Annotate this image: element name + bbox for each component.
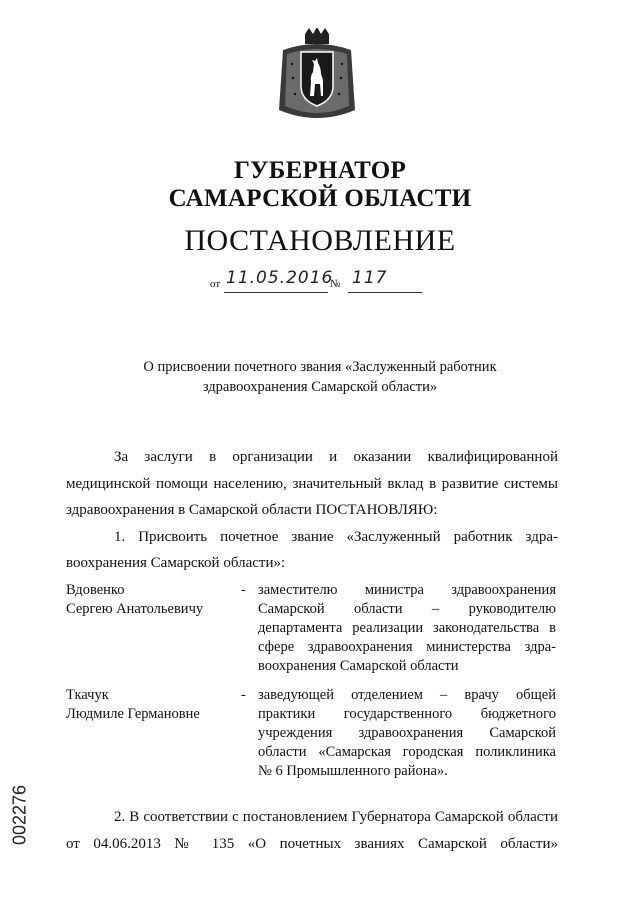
- position-line: заведующей отделением – врачу общей: [258, 687, 556, 703]
- person-surname: Ткачук: [66, 687, 109, 703]
- coat-of-arms-icon: [277, 28, 357, 128]
- person-given-name: Сергею Анатольевичу: [66, 601, 204, 617]
- item2-paragraph: [66, 804, 558, 857]
- subject-line1: О присвоении почетного звания «Заслуженный работник: [143, 359, 497, 375]
- authority-title-line2: САМАРСКОЙ ОБЛАСТИ: [168, 185, 472, 212]
- number-underline: [348, 292, 422, 293]
- position-line: Самарской области – руководителю: [258, 601, 556, 617]
- position-line: области «Самарская городская поликлиника: [258, 744, 556, 760]
- date-number-line: [210, 270, 430, 294]
- date-underline: [224, 292, 328, 293]
- position-line: воохранения Самарской области: [258, 658, 459, 674]
- person-surname: Вдовенко: [66, 582, 125, 598]
- from-label: от: [210, 278, 221, 290]
- item2-line: 2. В соответствии с постановлением Губернатора Самарской области: [114, 809, 558, 825]
- position-line: практики государственного бюджетного: [258, 706, 556, 722]
- person-position: [258, 581, 556, 676]
- position-line: заместителю министра здравоохранения: [258, 582, 556, 598]
- intro-paragraph: [66, 444, 558, 577]
- position-line: № 6 Промышленного района».: [258, 763, 448, 779]
- person-name-block: [66, 686, 246, 724]
- item1-line: 1. Присвоить почетное звание «Заслуженный работник здра-: [114, 528, 558, 545]
- item2-line: от 04.06.2013 № 135 «О почетных званиях Самарской области»: [66, 835, 558, 852]
- intro-line: здравоохранения в Самарской области ПОСТАНОВЛЯЮ:: [66, 502, 438, 518]
- item1-line: воохранения Самарской области»:: [66, 555, 286, 571]
- number-label: №: [330, 278, 341, 290]
- authority-title-line1: ГУБЕРНАТОР: [233, 157, 407, 184]
- handwritten-number: 117: [352, 268, 388, 288]
- person-given-name: Людмиле Германовне: [66, 706, 200, 722]
- stamp-number-text: 002276: [9, 784, 30, 846]
- person-position: [258, 686, 556, 781]
- registration-stamp-number: [8, 770, 32, 860]
- person-name-block: [66, 581, 246, 619]
- position-dash: -: [241, 582, 246, 598]
- handwritten-date: 11.05.2016: [226, 268, 334, 288]
- position-line: учреждения здравоохранения Самарской: [258, 725, 556, 741]
- subject-line2: здравоохранения Самарской области»: [202, 379, 438, 395]
- intro-line: медицинской помощи населению, значительный вклад в развитие системы: [66, 475, 558, 492]
- document-type: ПОСТАНОВЛЕНИЕ: [184, 224, 456, 257]
- position-dash: -: [241, 687, 246, 703]
- position-line: департамента реализации законодательства в: [258, 620, 556, 636]
- intro-line: За заслуги в организации и оказании квалифицированной: [114, 449, 558, 465]
- position-line: сфере здравоохранения министерства здра-: [258, 639, 556, 655]
